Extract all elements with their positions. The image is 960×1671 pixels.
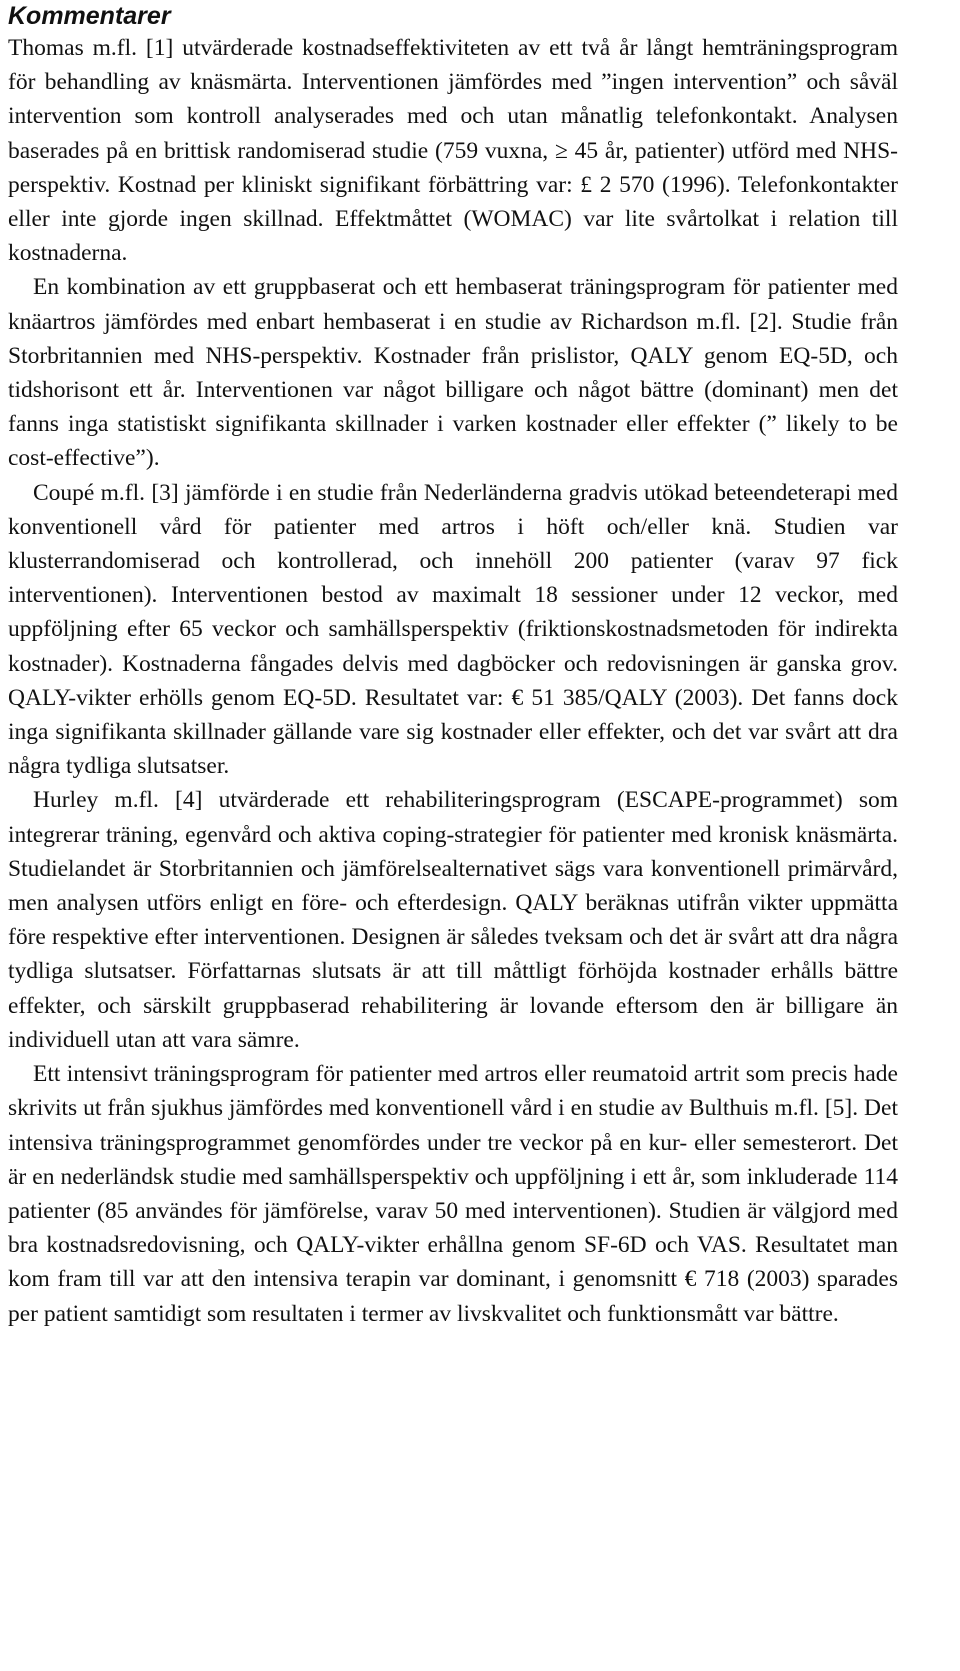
paragraph-thomas: Thomas m.fl. [1] utvärderade kostnadseffektiviteten av ett två år långt hemträningsprogram för behandling av knäsmärta. Interventionen jämfördes med ”ingen intervention” och såväl intervention som kontroll analyserades med och utan månatlig telefonkontakt. Analysen baserades på en brittisk randomiserad studie (759 vuxna, ≥ 45 år, patienter) utförd med NHS-perspektiv. Kostnad per kliniskt signifikant förbättring var: £ 2 570 (1996). Telefonkontakter eller inte gjorde ingen skillnad. Effektmåttet (WOMAC) var lite svårtolkat i relation till kostnaderna. — [8, 35, 898, 267]
document-page — [8, 0, 898, 1331]
paragraph-coupe: Coupé m.fl. [3] jämförde i en studie från Nederländerna gradvis utökad beteendeterapi med konventionell vård för patienter med artros i höft och/eller knä. Studien var klusterrandomiserad och kontrollerad, och innehöll 200 patienter (varav 97 fick interventionen). Interventionen bestod av maximalt 18 sessioner under 12 veckor, med uppföljning efter 65 veckor och samhällsperspektiv (friktionskostnadsmetoden för indirekta kostnader). Kostnaderna fångades delvis med dagböcker och redovisningen är ganska grov. QALY-vikter erhölls genom EQ-5D. Resultatet var: € 51 385/QALY (2003). Det fanns dock inga signifikanta skillnader gällande vare sig kostnader eller effekter, och det var svårt att dra några tydliga slutsatser. — [8, 479, 898, 780]
paragraph-bulthuis: Ett intensivt träningsprogram för patienter med artros eller reumatoid artrit som precis hade skrivits ut från sjukhus jämfördes med konventionell vård i en studie av Bulthuis m.fl. [5]. Det intensiva träningsprogrammet genomfördes under tre veckor på en kur- eller semesterort. Det är en nederländsk studie med samhällsperspektiv och uppföljning i ett år, som inkluderade 114 patienter (85 användes för jämförelse, varav 50 med interventionen). Studien är välgjord med bra kostnadsredovisning, och QALY-vikter erhållna genom SF-6D och VAS. Resultatet man kom fram till var att den intensiva terapin var dominant, i genomsnitt € 718 (2003) sparades per patient samtidigt som resultaten i termer av livskvalitet och funktionsmått var bättre. — [8, 1061, 898, 1327]
section-heading: Kommentarer — [8, 2, 171, 30]
paragraph-richardson: En kombination av ett gruppbaserat och ett hembaserat träningsprogram för patienter med knäartros jämfördes med enbart hembaserat i en studie av Richardson m.fl. [2]. Studie från Storbritannien med NHS-perspektiv. Kostnader från prislistor, QALY genom EQ-5D, och tidshorisont ett år. Interventionen var något billigare och något bättre (dominant) men det fanns inga statistiskt signifikanta skillnader i varken kostnader eller effekter (” likely to be cost-effective”). — [8, 274, 898, 472]
paragraph-hurley: Hurley m.fl. [4] utvärderade ett rehabiliteringsprogram (ESCAPE-programmet) som integrerar träning, egenvård och aktiva coping-strategier för patienter med kronisk knäsmärta. Studielandet är Storbritannien och jämförelsealternativet sägs vara konventionell primärvård, men analysen utförs enligt en före- och efterdesign. QALY beräknas utifrån vikter uppmätta före respektive efter interventionen. Designen är således tveksam och det är svårt att dra några tydliga slutsatser. Författarnas slutsats är att till måttligt förhöjda kostnader erhålls bättre effekter, och särskilt gruppbaserad rehabilitering är lovande eftersom den är billigare än individuell utan att vara sämre. — [8, 787, 898, 1053]
